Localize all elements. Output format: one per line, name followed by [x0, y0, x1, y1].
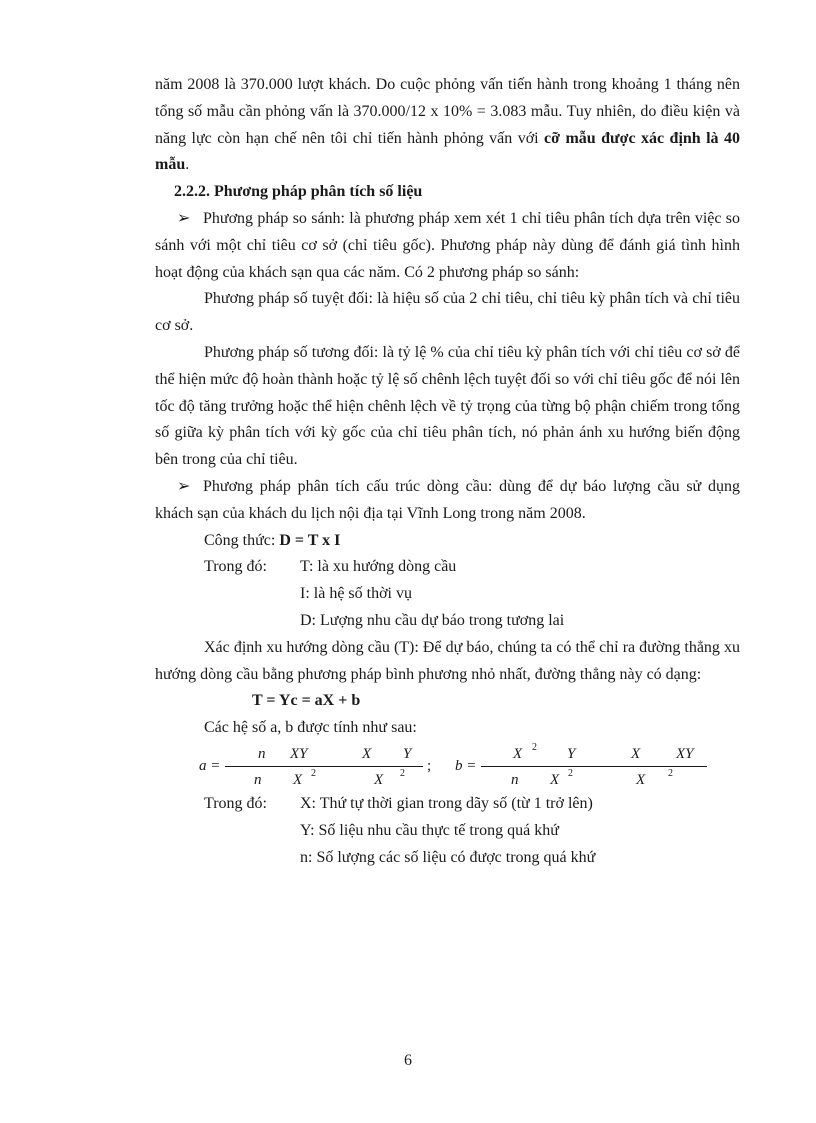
- document-body: [155, 72, 740, 871]
- page-number: 6: [404, 1052, 412, 1069]
- a-num-n: n: [258, 745, 266, 762]
- b-num-y: Y: [567, 745, 576, 762]
- formula-d: D = T x I: [279, 531, 341, 549]
- paragraph-absolute: Phương pháp số tuyệt đối: là hiệu số của 2 chỉ tiêu, chỉ tiêu kỳ phân tích và chỉ tiêu cơ sở.: [155, 290, 740, 335]
- definition-n: n: Số lượng các số liệu có được trong quá khứ: [300, 848, 596, 866]
- a-den-sup2: 2: [400, 767, 405, 779]
- b-num-sup: 2: [532, 741, 537, 753]
- arrow-bullet-icon: ➢: [177, 477, 191, 495]
- a-fraction-bar: [225, 766, 423, 767]
- bullet-demand: ➢ Phương pháp phân tích cấu trúc dòng cầu: dùng để dự báo lượng cầu sử dụng khách sạn của khách du lịch nội địa tại Vĩnh Long trong năm 2008.: [155, 474, 740, 528]
- definition-t: Trong đó: T: là xu hướng dòng cầu: [204, 558, 457, 576]
- b-fraction-bar: [481, 766, 707, 767]
- definition-d: D: Lượng nhu cầu dự báo trong tương lai: [300, 611, 565, 629]
- b-den-x: X: [550, 771, 560, 788]
- a-den-n: n: [254, 771, 262, 788]
- coefficient-intro: Các hệ số a, b được tính như sau:: [204, 719, 417, 737]
- b-den-sup: 2: [568, 767, 573, 779]
- equation-separator: ;: [427, 757, 432, 774]
- b-den-x2: X: [636, 771, 646, 788]
- a-den-x2: X: [374, 771, 384, 788]
- paragraph-trend: Xác định xu hướng dòng cầu (T): Để dự báo, chúng ta có thể chỉ ra đường thẳng xu hướng dòng cầu bằng phương pháp bình phương nhỏ nhất, đường thẳng này có dạng:: [155, 638, 740, 683]
- section-heading: 2.2.2. Phương pháp phân tích số liệu: [174, 183, 423, 201]
- a-den-sup: 2: [311, 767, 316, 779]
- a-den-x: X: [293, 771, 303, 788]
- bullet-compare: ➢ Phương pháp so sánh: là phương pháp xem xét 1 chỉ tiêu phân tích dựa trên việc so sánh với một chỉ tiêu cơ sở (chỉ tiêu gốc). Phương pháp này dùng để đánh giá tình hình hoạt động của khách sạn qua các năm. Có 2 phương pháp so sánh:: [155, 206, 740, 286]
- b-den-n: n: [511, 771, 519, 788]
- b-num-x: X: [513, 745, 523, 762]
- a-num-xy: XY: [290, 745, 308, 762]
- formula-line: Công thức: D = T x I: [204, 531, 341, 549]
- a-num-y: Y: [403, 745, 412, 762]
- b-num-xy: XY: [676, 745, 694, 762]
- trend-formula: T = Yc = aX + b: [252, 692, 361, 710]
- arrow-bullet-icon: ➢: [177, 209, 191, 227]
- b-num-x2: X: [631, 745, 641, 762]
- definition-x: Trong đó: X: Thứ tự thời gian trong dãy số (từ 1 trở lên): [204, 794, 593, 812]
- definition-i: I: là hệ số thời vụ: [300, 585, 412, 603]
- a-lhs: a =: [199, 757, 221, 774]
- b-lhs: b =: [455, 757, 477, 774]
- a-num-x: X: [362, 745, 372, 762]
- paragraph-sample-size: năm 2008 là 370.000 lượt khách. Do cuộc phỏng vấn tiến hành trong khoảng 1 tháng nên tổng số mẫu cần phỏng vấn là 370.000/12 x 10% = 3.083 mẫu. Tuy nhiên, do điều kiện và năng lực còn hạn chế nên tôi chỉ tiến hành phỏng vấn với cỡ mẫu được xác định là 40 mẫu.: [155, 76, 740, 174]
- paragraph-relative: Phương pháp số tương đối: là tỷ lệ % của chỉ tiêu kỳ phân tích với chỉ tiêu cơ sở để thể hiện mức độ hoàn thành hoặc tỷ lệ số chênh lệch tuyệt đối so với chỉ tiêu gốc để nói lên tốc độ tăng trưởng hoặc thể hiện chênh lệch về tỷ trọng của từng bộ phận chiếm trong tổng số giữa kỳ phân tích với kỳ gốc của chỉ tiêu phân tích, nó phản ánh xu hướng biến động bên trong của chỉ tiêu.: [155, 343, 740, 469]
- b-den-sup2: 2: [668, 767, 673, 779]
- coefficient-equation: [155, 741, 740, 791]
- sample-size-bold: cỡ mẫu được xác định là 40 mẫu: [155, 129, 740, 174]
- definition-y: Y: Số liệu nhu cầu thực tế trong quá khứ: [300, 821, 559, 839]
